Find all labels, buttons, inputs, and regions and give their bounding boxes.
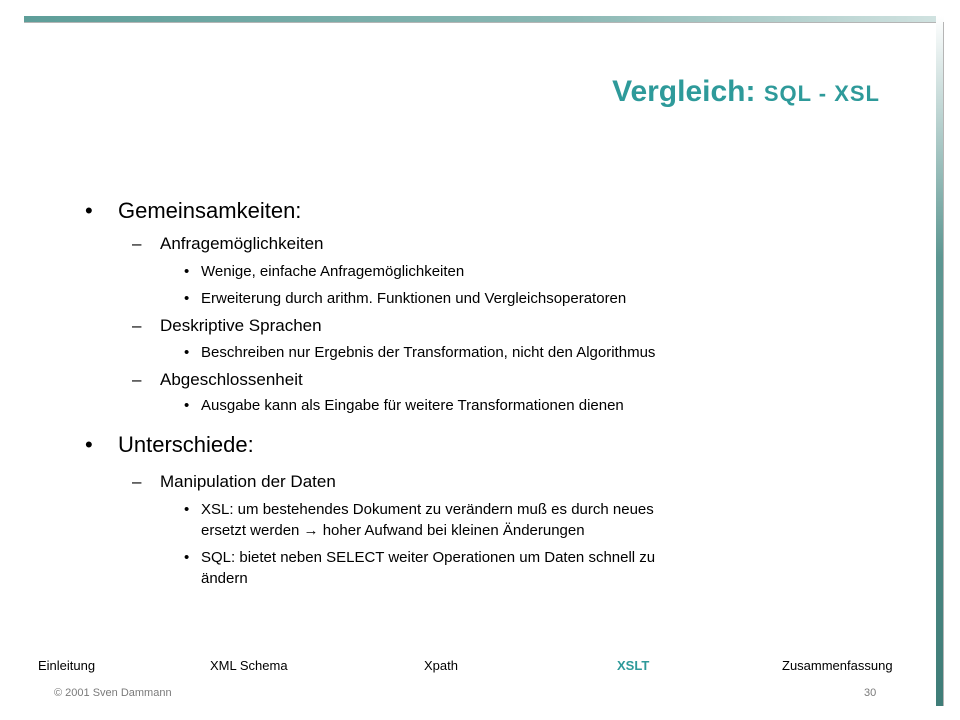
bullet-marker: • (85, 198, 93, 223)
detail-text: Wenige, einfache Anfragemöglichkeiten (201, 263, 465, 280)
detail-deskriptiv-1 (184, 344, 656, 362)
bullet-marker: • (184, 397, 190, 414)
detail-text: Ausgabe kann als Eingabe für weitere Transformationen dienen (201, 397, 624, 414)
dash-marker: – (132, 370, 142, 389)
detail-text: SQL: bietet neben SELECT weiter Operationen um Daten schnell zu (201, 549, 656, 566)
bullet-marker: • (184, 263, 190, 280)
subitem-text: Manipulation der Daten (160, 472, 336, 491)
detail-text: Erweiterung durch arithm. Funktionen und Vergleichsoperatoren (201, 290, 627, 307)
bullet-gemeinsamkeiten (85, 198, 302, 224)
bullet-text: Unterschiede: (118, 432, 254, 457)
footer-nav-xslt[interactable]: XSLT (617, 658, 650, 673)
footer-nav-xpath[interactable]: Xpath (424, 658, 458, 673)
footer-copyright: © 2001 Sven Dammann (54, 687, 172, 699)
detail-anfrage-2 (184, 290, 627, 308)
detail-text: hoher Aufwand bei kleinen Änderungen (318, 522, 585, 539)
detail-text: XSL: um bestehendes Dokument zu verändern muß es durch neues (201, 501, 654, 518)
subitem-deskriptive-sprachen (132, 315, 322, 337)
footer-nav-einleitung[interactable]: Einleitung (38, 658, 96, 673)
dash-marker: – (132, 234, 142, 253)
bullet-unterschiede (85, 432, 254, 458)
slide-title-part2: SQL - XSL (763, 81, 880, 106)
subitem-text: Deskriptive Sprachen (160, 316, 322, 335)
slide-title (0, 72, 880, 114)
detail-text: ersetzt werden (201, 522, 304, 539)
detail-xsl (184, 501, 654, 519)
subitem-text: Abgeschlossenheit (160, 370, 303, 389)
bullet-text: Gemeinsamkeiten: (118, 198, 302, 223)
detail-abgeschlossen-1 (184, 397, 624, 415)
subitem-manipulation (132, 471, 336, 493)
detail-anfrage-1 (184, 263, 465, 281)
right-divider-line (943, 22, 944, 706)
slide-title-part1: Vergleich: (612, 75, 764, 108)
detail-sql (184, 549, 656, 567)
footer-nav-zusammenfassung[interactable]: Zusammenfassung (782, 658, 893, 673)
subitem-abgeschlossenheit (132, 369, 303, 391)
bullet-marker: • (184, 549, 190, 566)
footer-nav-xml-schema[interactable]: XML Schema (210, 658, 288, 673)
detail-xsl-continued (201, 522, 585, 540)
top-divider-line (24, 22, 944, 23)
detail-text: Beschreiben nur Ergebnis der Transformation, nicht den Algorithmus (201, 344, 656, 361)
detail-text: ändern (201, 570, 248, 587)
bullet-marker: • (184, 344, 190, 361)
arrow-right-icon: → (303, 522, 319, 539)
detail-sql-continued (201, 570, 248, 588)
subitem-text: Anfragemöglichkeiten (160, 234, 324, 253)
dash-marker: – (132, 472, 142, 491)
bullet-marker: • (184, 290, 190, 307)
page-number: 30 (864, 687, 877, 699)
dash-marker: – (132, 316, 142, 335)
subitem-anfragemoeglichkeiten (132, 233, 324, 255)
bullet-marker: • (85, 432, 93, 457)
bullet-marker: • (184, 501, 190, 518)
